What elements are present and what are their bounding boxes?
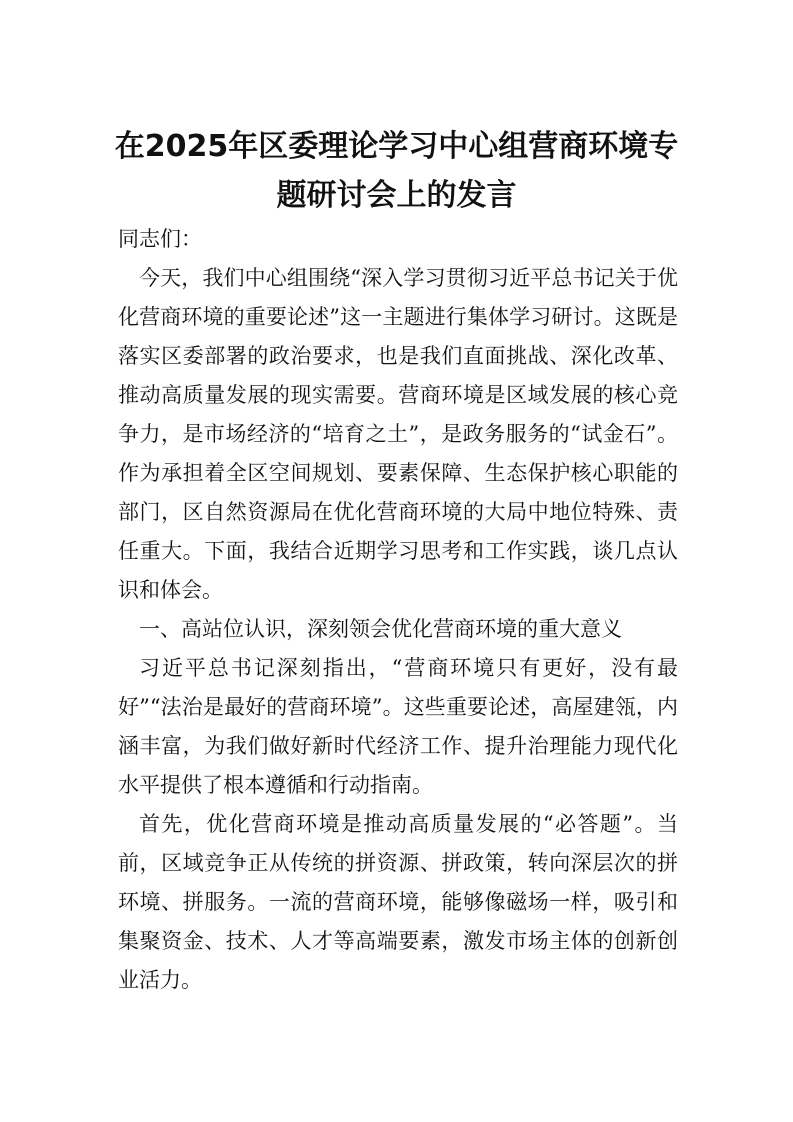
paragraph-quote: 习近平总书记深刻指出，“营商环境只有更好，没有最好”“法治是最好的营商环境”。这些重要论述，高屋建瓴，内涵丰富，为我们做好新时代经济工作、提升治理能力现代化水平提供了根本遵循和行动指南。 bbox=[118, 656, 678, 797]
title-line-1: 在2025年区委理论学习中心组营商环境专 bbox=[114, 129, 679, 164]
document-body bbox=[118, 220, 678, 1000]
paragraph-intro: 今天，我们中心组围绕“深入学习贯彻习近平总书记关于优化营商环境的重要论述”这一主题进行集体学习研讨。这既是落实区委部署的政治要求，也是我们直面挑战、深化改革、推动高质量发展的现实需要。营商环境是区域发展的核心竞争力，是市场经济的“培育之土”，是政务服务的“试金石”。作为承担着全区空间规划、要素保障、生态保护核心职能的部门，区自然资源局在优化营商环境的大局中地位特殊、责任重大。下面，我结合近期学习思考和工作实践，谈几点认识和体会。 bbox=[118, 266, 678, 602]
salutation: 同志们： bbox=[118, 227, 202, 251]
document-title bbox=[100, 122, 693, 220]
paragraph-first-point: 首先，优化营商环境是推动高质量发展的“必答题”。当前，区域竞争正从传统的拼资源、拼政策，转向深层次的拼环境、拼服务。一流的营商环境，能够像磁场一样，吸引和集聚资金、技术、人才等高端要素，激发市场主体的创新创业活力。 bbox=[118, 812, 678, 992]
title-line-2: 题研讨会上的发言 bbox=[276, 178, 517, 213]
section-heading-1: 一、高站位认识，深刻领会优化营商环境的重大意义 bbox=[139, 617, 622, 641]
